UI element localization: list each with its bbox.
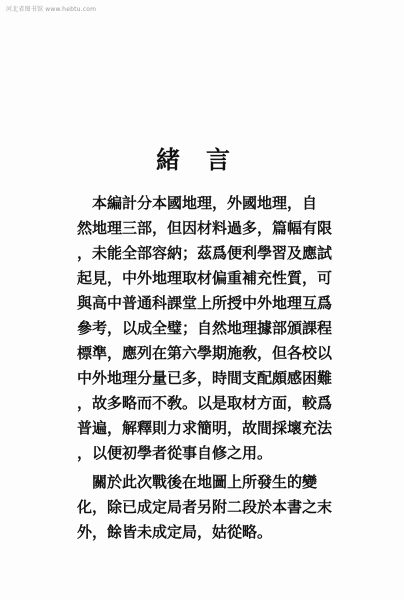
text-line: 關於此次戰後在地圖上所發生的變 — [77, 473, 318, 491]
text-line: 參考，以成全璧；自然地理據部頒課程 — [77, 319, 333, 337]
text-line: ，未能全部容納；茲爲便利學習及應試 — [77, 244, 333, 262]
text-line: ，故多略而不敎。以是取材方面，較爲 — [77, 394, 333, 412]
text-line: 外，餘皆未成定局，姑從略。 — [77, 523, 273, 541]
library-watermark: 河北省图书馆 www.hebtu.com — [6, 6, 97, 13]
text-line: 本編計分本國地理，外國地理，自 — [77, 194, 318, 212]
text-line: 與高中普通科課堂上所授中外地理互爲 — [77, 294, 333, 312]
preface-heading: 緒言 — [156, 145, 256, 174]
text-line: 然地理三部，但因材料過多，篇幅有限 — [77, 219, 333, 237]
text-line: 中外地理分量已多，時間支配頗感困難 — [77, 369, 333, 387]
text-line: 起見，中外地理取材偏重補充性質，可 — [77, 269, 333, 287]
text-line: 普遍，解釋則力求簡明，故間採壞充法 — [77, 419, 333, 437]
preface-body — [77, 191, 337, 545]
text-line: ，以便初學者從事自修之用。 — [77, 444, 273, 462]
text-line: 標準，應列在第六學期施敎，但各校以 — [77, 344, 333, 362]
paragraph-2 — [77, 470, 337, 545]
paragraph-1 — [77, 191, 337, 466]
text-line: 化，除已成定局者另附二段於本書之末 — [77, 498, 333, 516]
